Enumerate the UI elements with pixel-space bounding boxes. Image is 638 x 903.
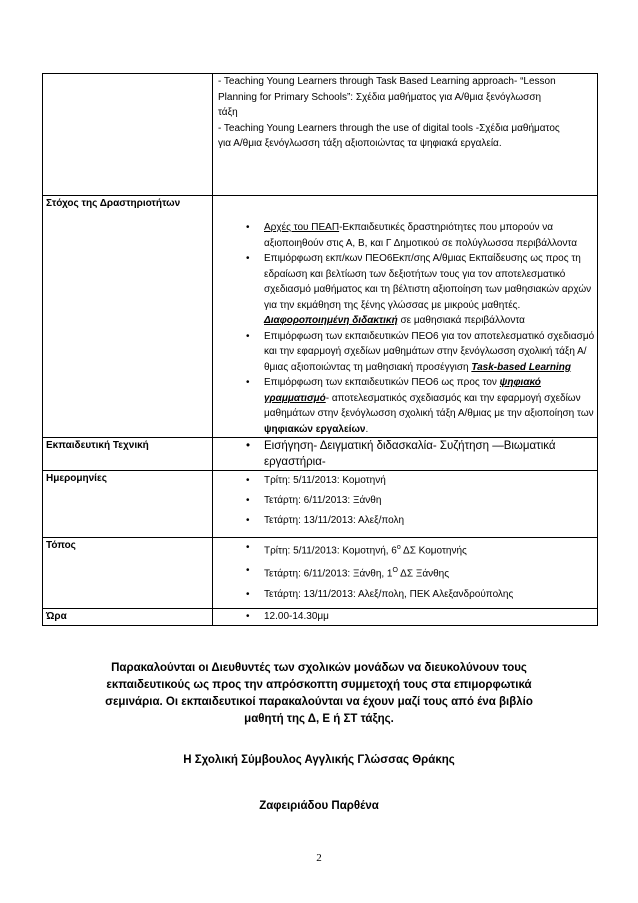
goal-item-1 <box>218 220 597 251</box>
footer-line-2: εκπαιδευτικούς ως προς την απρόσκοπτη συμμετοχή τους στα επιμορφωτικά <box>106 679 532 691</box>
place-cell <box>213 538 598 609</box>
goal-item-4-emphasis: ψηφιακό γραμματισμό <box>264 377 541 404</box>
goal-item-3-emphasis: Task-based Learning <box>471 361 572 373</box>
goal-item-4-text: Επιμόρφωση των εκπαιδευτικών ΠΕΟ6 ως προς τον <box>264 377 500 388</box>
technique-label: Εκπαιδευτική Τεχνική <box>43 438 213 471</box>
goal-item-1-underlined: Αρχές του ΠΕΑΠ <box>264 222 340 233</box>
intro-line-5: για Α/θμια ξενόγλωσση τάξη αξιοποιώντας τα ψηφιακά εργαλεία. <box>218 138 502 149</box>
place-label: Τόπος <box>43 538 213 609</box>
footer-line-1: Παρακαλούνται οι Διευθυντές των σχολικών μονάδων να διευκολύνουν τους <box>111 662 527 674</box>
technique-cell <box>213 438 598 471</box>
dates-cell <box>213 471 598 538</box>
time-cell <box>213 609 598 626</box>
place-row <box>43 538 598 609</box>
goal-list <box>218 220 597 437</box>
dates-row <box>43 471 598 538</box>
time-item: • 12.00-14.30μμ <box>218 609 597 625</box>
advisor-title: Η Σχολική Σύμβουλος Αγγλικής Γλώσσας Θράκης <box>183 754 455 766</box>
footer-line-3: σεμινάρια. Οι εκπαιδευτικοί παρακαλούνται να έχουν μαζί τους από ένα βιβλίο <box>105 696 533 708</box>
dates-item: • Τετάρτη: 6/11/2013: Ξάνθη <box>218 491 597 511</box>
place-item-2-tail: ΔΣ Ξάνθης <box>397 568 450 580</box>
dates-label: Ημερομηνίες <box>43 471 213 538</box>
goal-item-4-bold: ψηφιακών εργαλείων <box>264 423 366 435</box>
intro-line-2: Planning for Primary Schools”: Σχέδια μαθήματος για Α/θμια ξενόγλωσση <box>218 91 542 103</box>
intro-row <box>43 74 598 196</box>
goal-item-4-middle: - αποτελεσματικός σχεδιασμός και την εφαρμογή σχεδίων μαθημάτων στην ξενόγλωσση σχολική τάξη Α/θμιας με την αξιοποίηση των <box>264 392 594 419</box>
goal-cell <box>213 196 598 438</box>
dates-item: • Τρίτη: 5/11/2013: Κομοτηνή <box>218 471 597 491</box>
place-item-1-tail: ΔΣ Κομοτηνής <box>400 545 467 557</box>
place-item <box>218 538 597 561</box>
goal-item-1-text: -Εκπαιδευτικές δραστηριότητες που μπορούν να αξιοποιηθούν στις Α, Β, και Γ Δημοτικού σε πολύγλωσσα περιβάλλοντα <box>264 222 578 249</box>
technique-list <box>218 438 597 470</box>
page-number: 2 <box>316 852 322 864</box>
intro-line-4: - Teaching Young Learners through the use of digital tools -Σχέδια μαθήματος <box>218 122 560 134</box>
intro-label-cell <box>43 74 213 196</box>
place-item <box>218 561 597 584</box>
goal-item-4 <box>218 375 597 437</box>
time-row <box>43 609 598 626</box>
intro-line-3: τάξη <box>218 107 238 118</box>
signatory-name: Ζαφειριάδου Παρθένα <box>259 800 379 812</box>
goal-row <box>43 196 598 438</box>
place-item-1-sup: ο <box>396 544 401 551</box>
goal-item-2-text: Επιμόρφωση εκπ/κων ΠΕΟ6Εκπ/σης Α/θμιας Εκπαίδευσης ως προς τη εδραίωση και βελτίωση των δεξιοτήτων τους για τον αποτελεσματικό σχεδιασμό μαθήματος και τη βέλτιστη αξιοποίηση των μαθησιακών αρχών για την εκμάθηση της ξένης γλώσσας με μικρούς μαθητές. <box>264 253 592 311</box>
place-item: • Τετάρτη: 13/11/2013: Αλεξ/πολη, ΠΕΚ Αλεξανδρούπολης <box>218 585 597 605</box>
dates-list <box>218 471 597 531</box>
goal-item-2-emphasis: Διαφοροποιημένη διδακτική <box>264 315 398 326</box>
footer-notice <box>0 660 638 728</box>
time-label: Ώρα <box>43 609 213 626</box>
footer-line-4: μαθητή της Δ, Ε ή ΣΤ τάξης. <box>244 713 394 725</box>
place-item-2-sup: Ο <box>392 567 398 575</box>
place-item-2-text: Τετάρτη: 6/11/2013: Ξάνθη, 1 <box>264 568 393 580</box>
place-item-1-text: Τρίτη: 5/11/2013: Κομοτηνή, 6 <box>264 545 397 557</box>
technique-row <box>43 438 598 471</box>
goal-item-3-text: Επιμόρφωση των εκπαιδευτικών ΠΕΟ6 για τον αποτελεσματικό σχεδιασμό και την εφαρμογή σχεδίων μαθημάτων στην ξενόγλωσση σχολική τάξη Α/θμιας αξιοποιώντας τη μαθησιακή προσέγγιση <box>264 330 595 373</box>
intro-line-1: - Teaching Young Learners through Task Based Learning approach- “Lesson <box>218 76 556 87</box>
goal-label: Στόχος της Δραστηριοτήτων <box>43 196 213 438</box>
goal-item-2-tail: σε μαθησιακά περιβάλλοντα <box>397 315 525 326</box>
goal-item-4-end: . <box>365 423 369 435</box>
intro-cell <box>213 74 598 196</box>
schedule-table <box>42 73 598 626</box>
technique-item: • Εισήγηση- Δειγματική διδασκαλία- Συζήτηση —Βιωματικά εργαστήρια- <box>218 438 597 470</box>
dates-item: • Τετάρτη: 13/11/2013: Αλεξ/πολη <box>218 511 597 531</box>
time-list <box>218 609 597 625</box>
place-list <box>218 538 597 605</box>
goal-item-2 <box>218 251 597 329</box>
goal-item-3 <box>218 329 597 376</box>
